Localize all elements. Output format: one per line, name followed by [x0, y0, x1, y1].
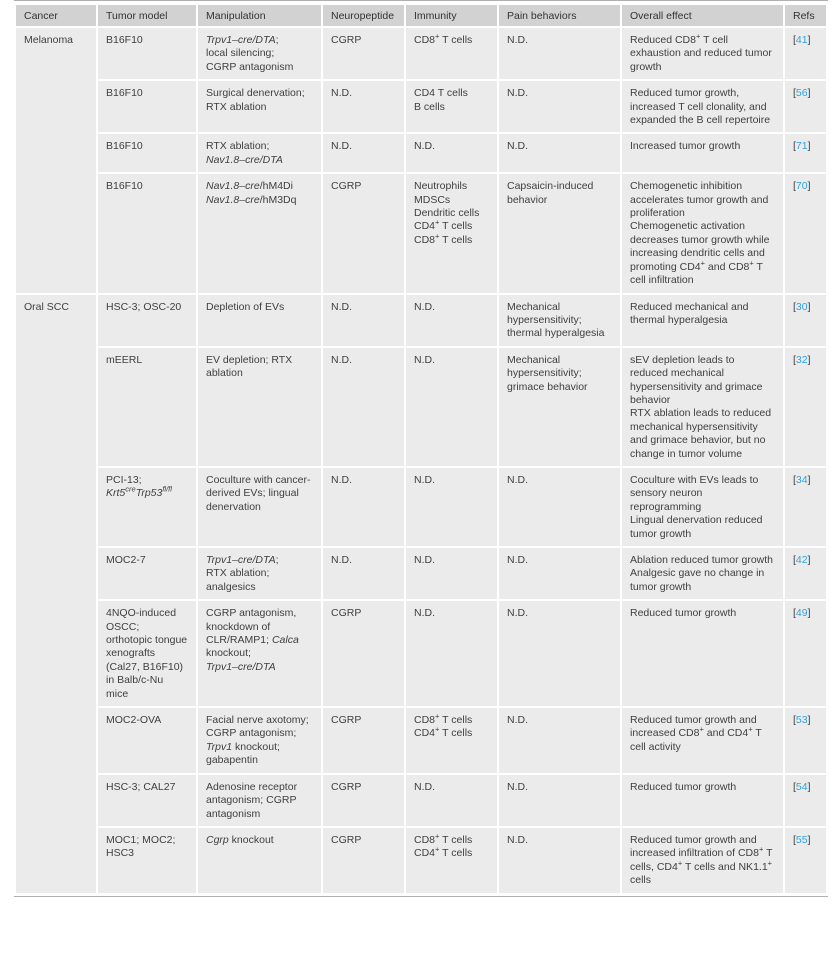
cell-overall-effect: sEV depletion leads to reduced mechanical hypersensitivity and grimace behavior RTX ablation leads to reduced mechanical hypersensitivity and grimace behavior, but no change in tumor volume	[622, 348, 783, 466]
cell-manipulation: EV depletion; RTX ablation	[198, 348, 321, 466]
table-row	[16, 28, 826, 79]
cell-tumor-model: B16F10	[98, 28, 196, 79]
reference-link[interactable]: 49	[795, 607, 808, 620]
cell-immunity: N.D.	[406, 548, 497, 599]
cell-pain-behaviors: N.D.	[499, 28, 620, 79]
cell-overall-effect: Ablation reduced tumor growth Analgesic gave no change in tumor growth	[622, 548, 783, 599]
cell-manipulation: Nav1.8–cre/hM4Di Nav1.8–cre/hM3Dq	[198, 174, 321, 292]
cell-refs: [70]	[785, 174, 826, 292]
cell-refs: [56]	[785, 81, 826, 132]
cell-neuropeptide: CGRP	[323, 28, 404, 79]
cell-pain-behaviors: N.D.	[499, 134, 620, 172]
cell-manipulation: Surgical denervation; RTX ablation	[198, 81, 321, 132]
cell-tumor-model: 4NQO-induced OSCC; orthotopic tongue xenografts (Cal27, B16F10) in Balb/c-Nu mice	[98, 601, 196, 706]
cell-overall-effect: Coculture with EVs leads to sensory neuron reprogramming Lingual denervation reduced tumor growth	[622, 468, 783, 546]
reference-link[interactable]: 56	[795, 87, 808, 100]
column-header-neuropeptide: Neuropeptide	[323, 5, 404, 26]
reference-link[interactable]: 41	[795, 34, 808, 46]
cell-overall-effect: Reduced mechanical and thermal hyperalgesia	[622, 295, 783, 346]
reference-link[interactable]: 55	[795, 833, 808, 846]
cell-refs: [32]	[785, 348, 826, 466]
cell-tumor-model: MOC2-7	[98, 548, 196, 599]
cell-overall-effect: Reduced CD8+ T cell exhaustion and reduced tumor growth	[622, 28, 783, 79]
cell-pain-behaviors: N.D.	[499, 548, 620, 599]
cell-refs: [55]	[785, 828, 826, 893]
cell-tumor-model: MOC1; MOC2; HSC3	[98, 828, 196, 893]
cell-refs: [49]	[785, 601, 826, 706]
cell-immunity: CD4 T cells B cells	[406, 81, 497, 132]
cell-neuropeptide: CGRP	[323, 708, 404, 773]
cell-tumor-model: B16F10	[98, 134, 196, 172]
cell-neuropeptide: N.D.	[323, 134, 404, 172]
cell-neuropeptide: N.D.	[323, 348, 404, 466]
cell-pain-behaviors: N.D.	[499, 775, 620, 826]
cell-neuropeptide: N.D.	[323, 81, 404, 132]
cell-immunity: N.D.	[406, 601, 497, 706]
reference-link[interactable]: 70	[795, 180, 808, 193]
header-row	[16, 5, 826, 26]
cell-overall-effect: Reduced tumor growth	[622, 601, 783, 706]
table-row	[16, 81, 826, 132]
cell-pain-behaviors: N.D.	[499, 601, 620, 706]
cell-tumor-model: mEERL	[98, 348, 196, 466]
cell-tumor-model: B16F10	[98, 174, 196, 292]
cell-overall-effect: Chemogenetic inhibition accelerates tumor growth and proliferation Chemogenetic activation decreases tumor growth while increasing dendritic cells and promoting CD4+ and CD8+ T cell infiltration	[622, 174, 783, 292]
cell-overall-effect: Increased tumor growth	[622, 134, 783, 172]
cell-pain-behaviors: Capsaicin-induced behavior	[499, 174, 620, 292]
cell-cancer: Oral SCC	[16, 295, 96, 893]
cell-overall-effect: Reduced tumor growth, increased T cell clonality, and expanded the B cell repertoire	[622, 81, 783, 132]
table-row	[16, 828, 826, 893]
cell-pain-behaviors: N.D.	[499, 708, 620, 773]
table-row	[16, 548, 826, 599]
cell-refs: [42]	[785, 548, 826, 599]
table-row	[16, 134, 826, 172]
cell-refs: [34]	[785, 468, 826, 546]
reference-link[interactable]: 54	[795, 780, 808, 793]
cell-tumor-model: B16F10	[98, 81, 196, 132]
column-header-cancer: Cancer	[16, 5, 96, 26]
reference-link[interactable]: 30	[795, 300, 808, 313]
cell-manipulation: Adenosine receptor antagonism; CGRP antagonism	[198, 775, 321, 826]
reference-link[interactable]: 34	[795, 473, 808, 486]
cell-manipulation: Facial nerve axotomy; CGRP antagonism; Trpv1 knockout; gabapentin	[198, 708, 321, 773]
cell-tumor-model: MOC2-OVA	[98, 708, 196, 773]
cell-immunity: N.D.	[406, 348, 497, 466]
reference-link[interactable]: 32	[795, 353, 808, 366]
cell-neuropeptide: CGRP	[323, 775, 404, 826]
cell-immunity: N.D.	[406, 468, 497, 546]
cell-neuropeptide: CGRP	[323, 174, 404, 292]
table-row	[16, 348, 826, 466]
table-row	[16, 708, 826, 773]
cell-tumor-model: PCI-13; $Krt5^{cre}Trp53^{fl/fl}$	[98, 468, 196, 546]
cell-immunity: N.D.	[406, 775, 497, 826]
cell-immunity: N.D.	[406, 134, 497, 172]
table-row	[16, 295, 826, 346]
column-header-immunity: Immunity	[406, 5, 497, 26]
cell-pain-behaviors: Mechanical hypersensitivity; grimace behavior	[499, 348, 620, 466]
column-header-tumor-model: Tumor model	[98, 5, 196, 26]
cell-manipulation: Trpv1–cre/DTA; local silencing; CGRP antagonism	[198, 28, 321, 79]
cell-immunity: CD8+ T cells CD4+ T cells	[406, 828, 497, 893]
cell-pain-behaviors: N.D.	[499, 468, 620, 546]
reference-link[interactable]: 53	[795, 714, 808, 727]
cell-cancer: Melanoma	[16, 28, 96, 293]
cell-pain-behaviors: N.D.	[499, 828, 620, 893]
column-header-overall-effect: Overall effect	[622, 5, 783, 26]
cell-neuropeptide: N.D.	[323, 548, 404, 599]
cell-pain-behaviors: N.D.	[499, 81, 620, 132]
cell-overall-effect: Reduced tumor growth and increased CD8+ and CD4+ T cell activity	[622, 708, 783, 773]
cell-manipulation: RTX ablation; Nav1.8–cre/DTA	[198, 134, 321, 172]
cell-manipulation: Coculture with cancer-derived EVs; lingual denervation	[198, 468, 321, 546]
cell-neuropeptide: N.D.	[323, 295, 404, 346]
table-row	[16, 601, 826, 706]
column-header-manipulation: Manipulation	[198, 5, 321, 26]
cell-refs: [53]	[785, 708, 826, 773]
cell-manipulation: Depletion of EVs	[198, 295, 321, 346]
table-body	[16, 28, 826, 893]
cell-manipulation: CGRP antagonism, knockdown of CLR/RAMP1; Calca knockout; Trpv1–cre/DTA	[198, 601, 321, 706]
cell-tumor-model: HSC-3; CAL27	[98, 775, 196, 826]
cell-overall-effect: Reduced tumor growth and increased infiltration of CD8+ T cells, CD4+ T cells and NK1.1+ cells	[622, 828, 783, 893]
cell-neuropeptide: CGRP	[323, 828, 404, 893]
table-row	[16, 775, 826, 826]
cell-refs: [41]	[785, 28, 826, 79]
cell-manipulation: Cgrp knockout	[198, 828, 321, 893]
cell-immunity: N.D.	[406, 295, 497, 346]
cell-neuropeptide: CGRP	[323, 601, 404, 706]
cell-refs: [30]	[785, 295, 826, 346]
table-row	[16, 468, 826, 546]
cell-pain-behaviors: Mechanical hypersensitivity; thermal hyperalgesia	[499, 295, 620, 346]
reference-link[interactable]: 71	[795, 140, 808, 153]
cell-immunity: Neutrophils MDSCs Dendritic cells CD4+ T cells CD8+ T cells	[406, 174, 497, 292]
column-header-refs: Refs	[785, 5, 826, 26]
cell-immunity: CD8+ T cells CD4+ T cells	[406, 708, 497, 773]
cell-manipulation: Trpv1–cre/DTA; RTX ablation; analgesics	[198, 548, 321, 599]
column-header-pain-behaviors: Pain behaviors	[499, 5, 620, 26]
tumor-neuroimmune-table	[14, 3, 828, 895]
cell-tumor-model: HSC-3; OSC-20	[98, 295, 196, 346]
cell-overall-effect: Reduced tumor growth	[622, 775, 783, 826]
cell-neuropeptide: N.D.	[323, 468, 404, 546]
cell-refs: [71]	[785, 134, 826, 172]
reference-link[interactable]: 42	[795, 554, 808, 566]
paper-table-container	[14, 0, 828, 897]
cell-immunity: CD8+ T cells	[406, 28, 497, 79]
cell-refs: [54]	[785, 775, 826, 826]
table-row	[16, 174, 826, 292]
